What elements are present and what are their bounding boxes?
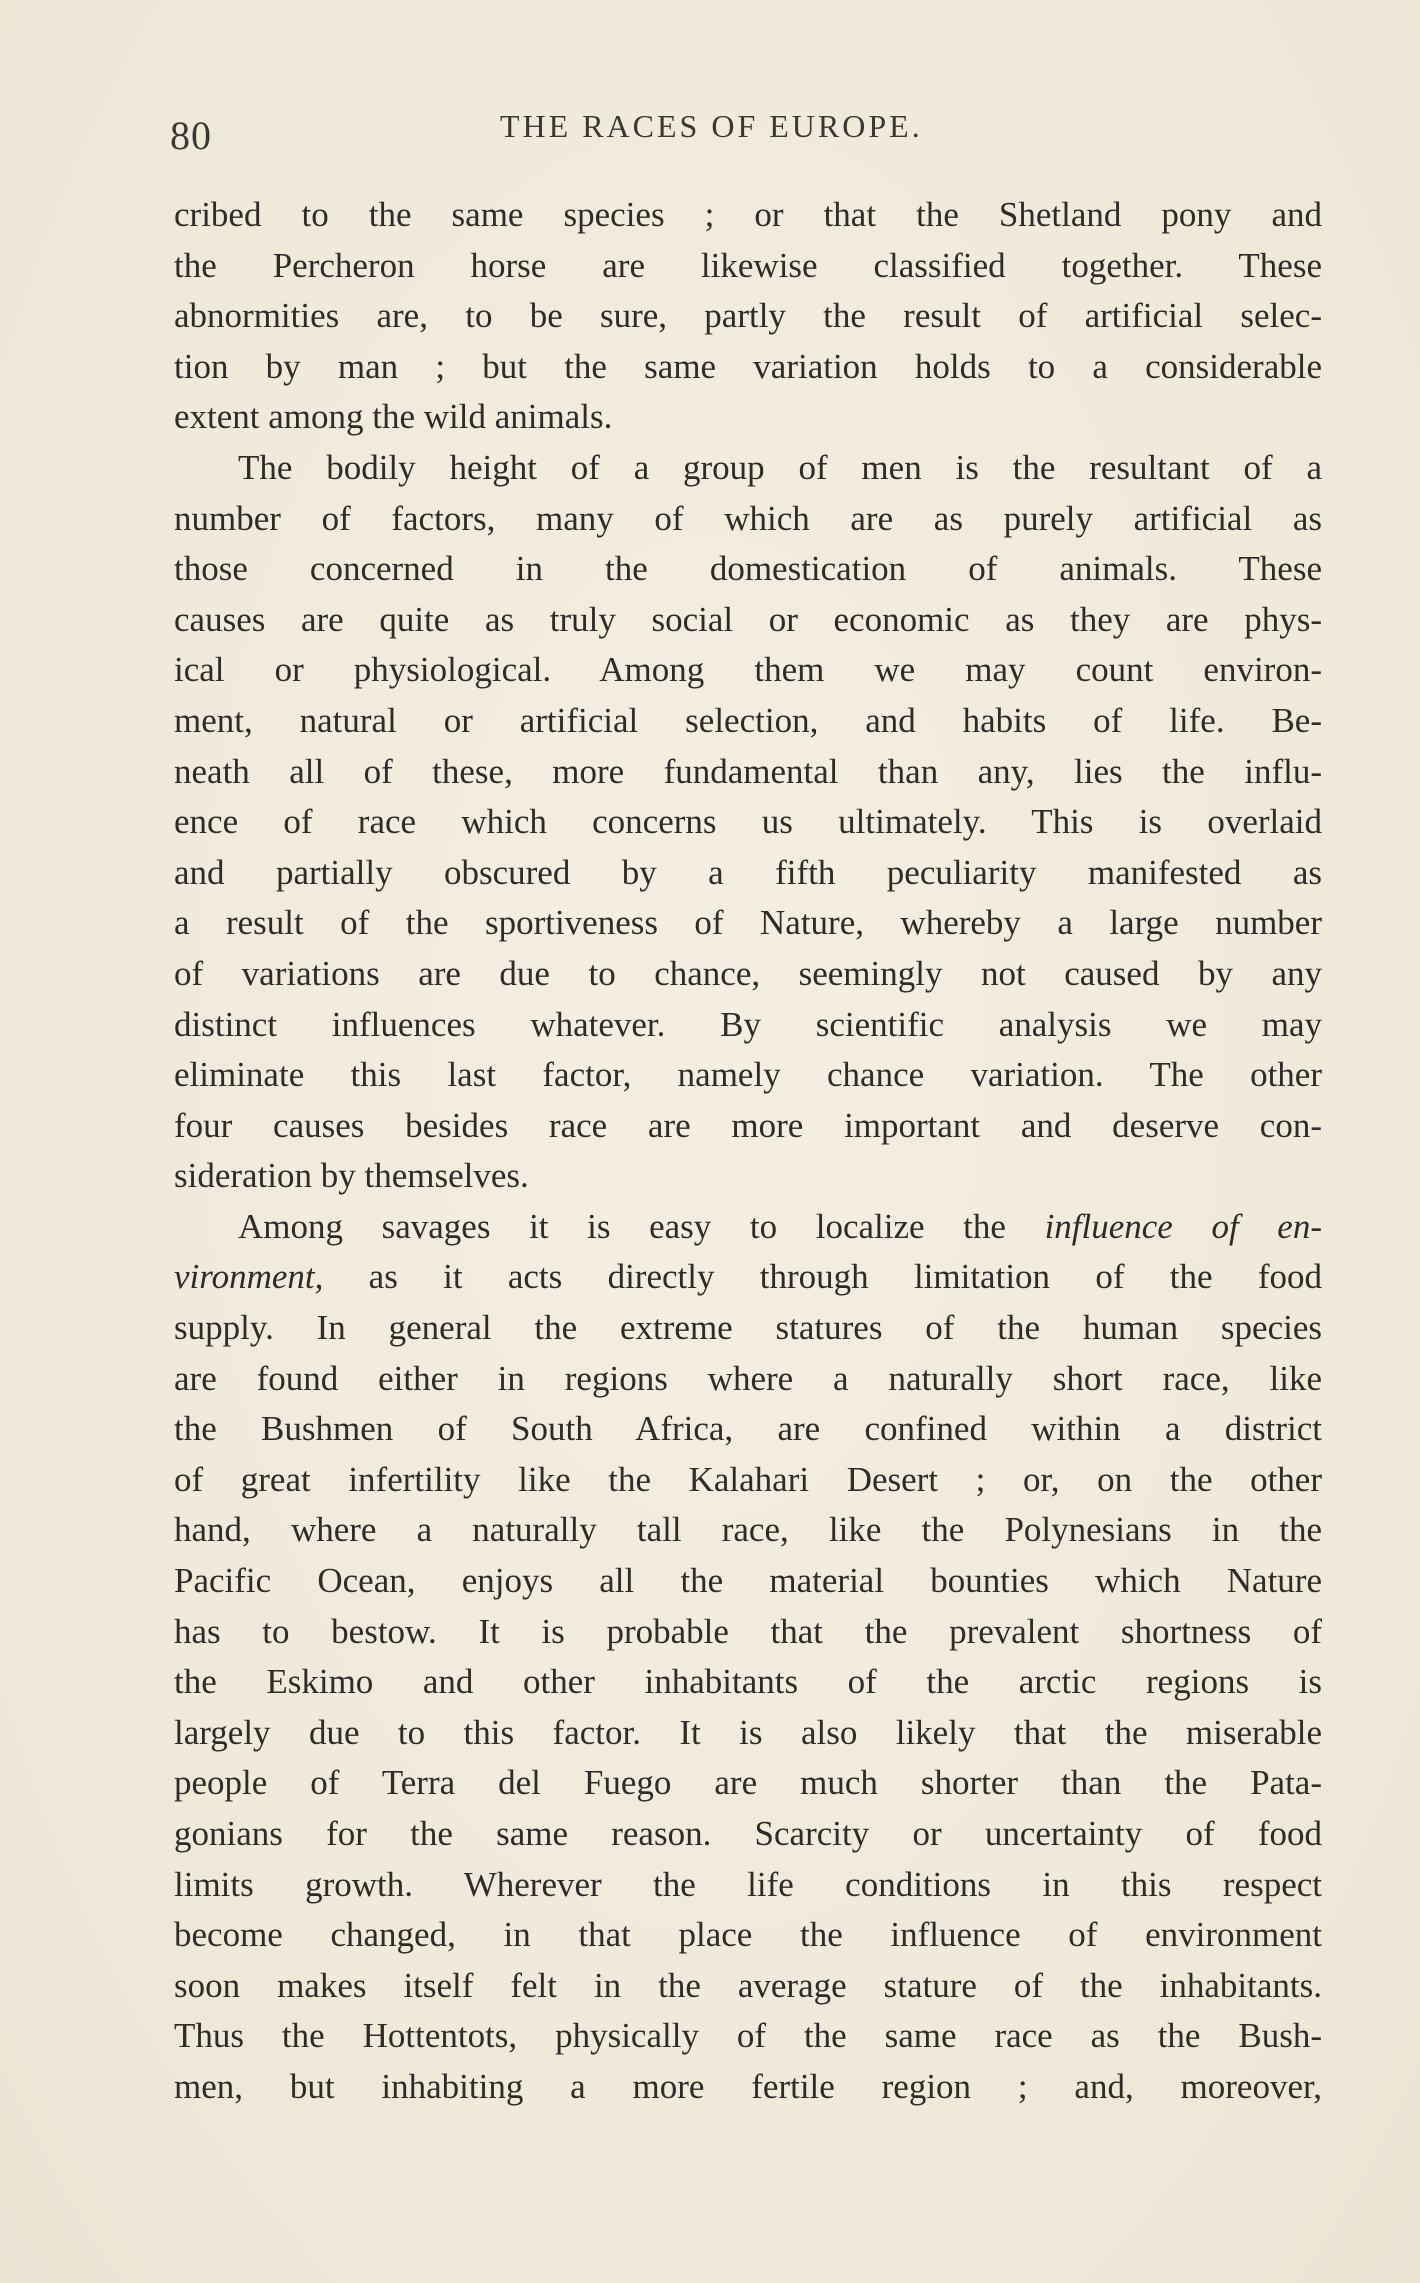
italic-phrase: vironment,	[174, 1257, 324, 1297]
text-line: extent among the wild animals.	[174, 397, 613, 437]
text-line: soon makes itself felt in the average stature of the inhabitants.	[174, 1965, 1322, 2005]
text-line: The bodily height of a group of men is the resultant of a	[238, 447, 1322, 487]
body-text	[174, 190, 1322, 2113]
text-line: ence of race which concerns us ultimately. This is overlaid	[174, 802, 1322, 842]
text-line: gonians for the same reason. Scarcity or uncertainty of food	[174, 1814, 1322, 1853]
text-line: distinct influences whatever. By scientific analysis we may	[174, 1004, 1322, 1044]
text-line: hand, where a naturally tall race, like the Polynesians in the	[174, 1510, 1322, 1550]
text-line	[174, 1202, 1322, 1253]
text-line: number of factors, many of which are as purely artificial as	[174, 498, 1322, 538]
text-line: become changed, in that place the influence of environment	[174, 1915, 1322, 1955]
italic-phrase: influence of en-	[1044, 1206, 1322, 1246]
text-line: those concerned in the domestication of animals. These	[174, 549, 1322, 589]
text-line: men, but inhabiting a more fertile region ; and, moreover,	[174, 2066, 1322, 2106]
text-line: people of Terra del Fuego are much shorter than the Pata-	[174, 1763, 1322, 1803]
text-line: causes are quite as truly social or economic as they are phys-	[174, 599, 1322, 639]
text-line: are found either in regions where a naturally short race, like	[174, 1358, 1322, 1398]
text-line: sideration by themselves.	[174, 1156, 529, 1196]
text-line: four causes besides race are more important and deserve con-	[174, 1105, 1322, 1145]
text-line: Pacific Ocean, enjoys all the material bounties which Nature	[174, 1561, 1322, 1601]
text-line: the Bushmen of South Africa, are confined within a district	[174, 1409, 1322, 1449]
text-line: neath all of these, more fundamental than any, lies the influ-	[174, 751, 1322, 791]
text-line: supply. In general the extreme statures of the human species	[174, 1308, 1322, 1348]
text-line: the Eskimo and other inhabitants of the arctic regions is	[174, 1662, 1322, 1702]
text-line	[174, 1252, 1322, 1303]
text-line: Thus the Hottentots, physically of the same race as the Bush-	[174, 2016, 1322, 2056]
text-line: limits growth. Wherever the life conditions in this respect	[174, 1864, 1322, 1904]
text-line: of variations are due to chance, seemingly not caused by any	[174, 953, 1322, 993]
text-line: and partially obscured by a fifth peculiarity manifested as	[174, 852, 1322, 892]
text-line: abnormities are, to be sure, partly the result of artificial selec-	[174, 296, 1322, 336]
text-line: the Percheron horse are likewise classified together. These	[174, 245, 1322, 285]
running-head: THE RACES OF EUROPE.	[500, 108, 923, 144]
text-line: a result of the sportiveness of Nature, whereby a large number	[174, 903, 1322, 943]
text-line: largely due to this factor. It is also likely that the miserable	[174, 1712, 1322, 1752]
text-line: ical or physiological. Among them we may count environ-	[174, 650, 1322, 690]
text-run: Among savages it is easy to localize the	[238, 1206, 1045, 1246]
text-line: tion by man ; but the same variation holds to a considerable	[174, 346, 1322, 386]
text-run: as it acts directly through limitation of the food	[323, 1257, 1322, 1297]
text-line: has to bestow. It is probable that the prevalent shortness of	[174, 1611, 1322, 1651]
text-line: cribed to the same species ; or that the Shetland pony and	[174, 195, 1322, 234]
text-line: ment, natural or artificial selection, and habits of life. Be-	[174, 700, 1322, 740]
page-number: 80	[170, 113, 212, 158]
text-line: eliminate this last factor, namely chance variation. The other	[174, 1055, 1322, 1095]
text-line: of great infertility like the Kalahari Desert ; or, on the other	[174, 1459, 1322, 1499]
